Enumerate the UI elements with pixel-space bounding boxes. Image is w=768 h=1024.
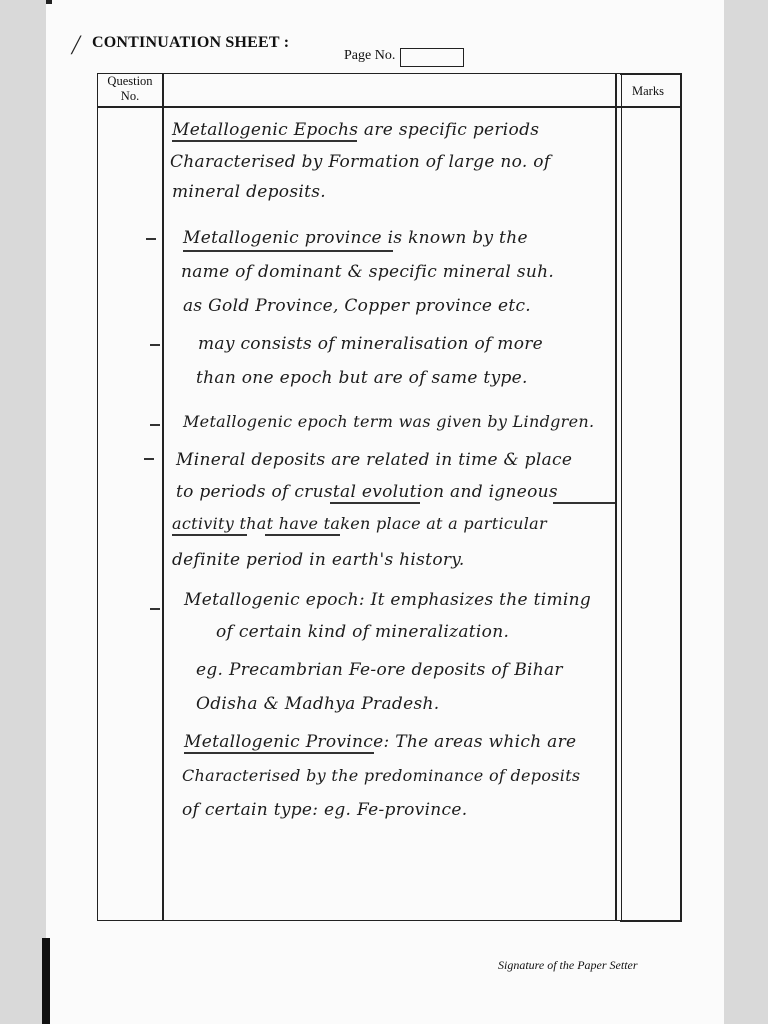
underline (553, 502, 615, 504)
page-no-field (400, 48, 464, 67)
answer-line: Metallogenic epoch: It emphasizes the timing (184, 590, 592, 610)
marks-column-divider (615, 73, 617, 921)
underline (265, 534, 340, 536)
underline (184, 752, 374, 754)
bullet-dash (150, 344, 160, 346)
answer-line: activity that have taken place at a particular (172, 514, 547, 533)
bullet-dash (150, 608, 160, 610)
paper-setter-signature-label: Signature of the Paper Setter (498, 958, 638, 972)
answer-line: Metallogenic Epochs are specific periods (172, 120, 540, 140)
binding-edge (42, 938, 50, 1024)
answer-line: eg. Precambrian Fe-ore deposits of Bihar (196, 660, 563, 680)
question-column-divider (162, 73, 164, 921)
answer-line: Characterised by the predominance of deposits (182, 766, 581, 785)
answer-line: of certain kind of mineralization. (216, 622, 510, 642)
answer-line: of certain type: eg. Fe-province. (182, 800, 468, 820)
pen-stroke-mark: / (69, 30, 83, 61)
table-right-edge (680, 73, 682, 921)
page-no-label: Page No. (344, 48, 396, 63)
answer-line: may consists of mineralisation of more (198, 334, 544, 354)
bullet-dash (146, 238, 156, 240)
question-header-line1: Question (107, 74, 153, 88)
sheet-title: CONTINUATION SHEET : (92, 34, 290, 51)
header-divider-marks (620, 106, 682, 108)
question-no-header (98, 74, 162, 104)
answer-line: Mineral deposits are related in time & place (176, 450, 573, 470)
marks-header: Marks (632, 84, 664, 98)
answer-line: definite period in earth's history. (172, 550, 465, 570)
table-top-edge (620, 73, 682, 75)
answer-line: Characterised by Formation of large no. of (170, 152, 551, 172)
answer-line: than one epoch but are of same type. (196, 368, 528, 388)
table-bottom-edge (620, 920, 682, 922)
answer-line: to periods of crustal evolution and igneous (176, 482, 558, 502)
answer-line: Odisha & Madhya Pradesh. (196, 694, 440, 714)
corner-mark (46, 0, 52, 4)
answer-line: Metallogenic province is known by the (183, 228, 528, 248)
answer-line: as Gold Province, Copper province etc. (183, 296, 532, 316)
answer-line: Metallogenic Province: The areas which are (184, 732, 577, 752)
underline (183, 250, 393, 252)
question-header-line2: No. (120, 89, 140, 103)
underline (172, 140, 357, 142)
answer-line: Metallogenic epoch term was given by Lindgren. (183, 412, 595, 431)
header-divider (97, 106, 622, 108)
answer-line: mineral deposits. (172, 182, 326, 202)
bullet-dash (150, 424, 160, 426)
answer-line: name of dominant & specific mineral suh. (181, 262, 555, 282)
bullet-dash (144, 458, 154, 460)
underline (330, 502, 420, 504)
underline (172, 534, 247, 536)
